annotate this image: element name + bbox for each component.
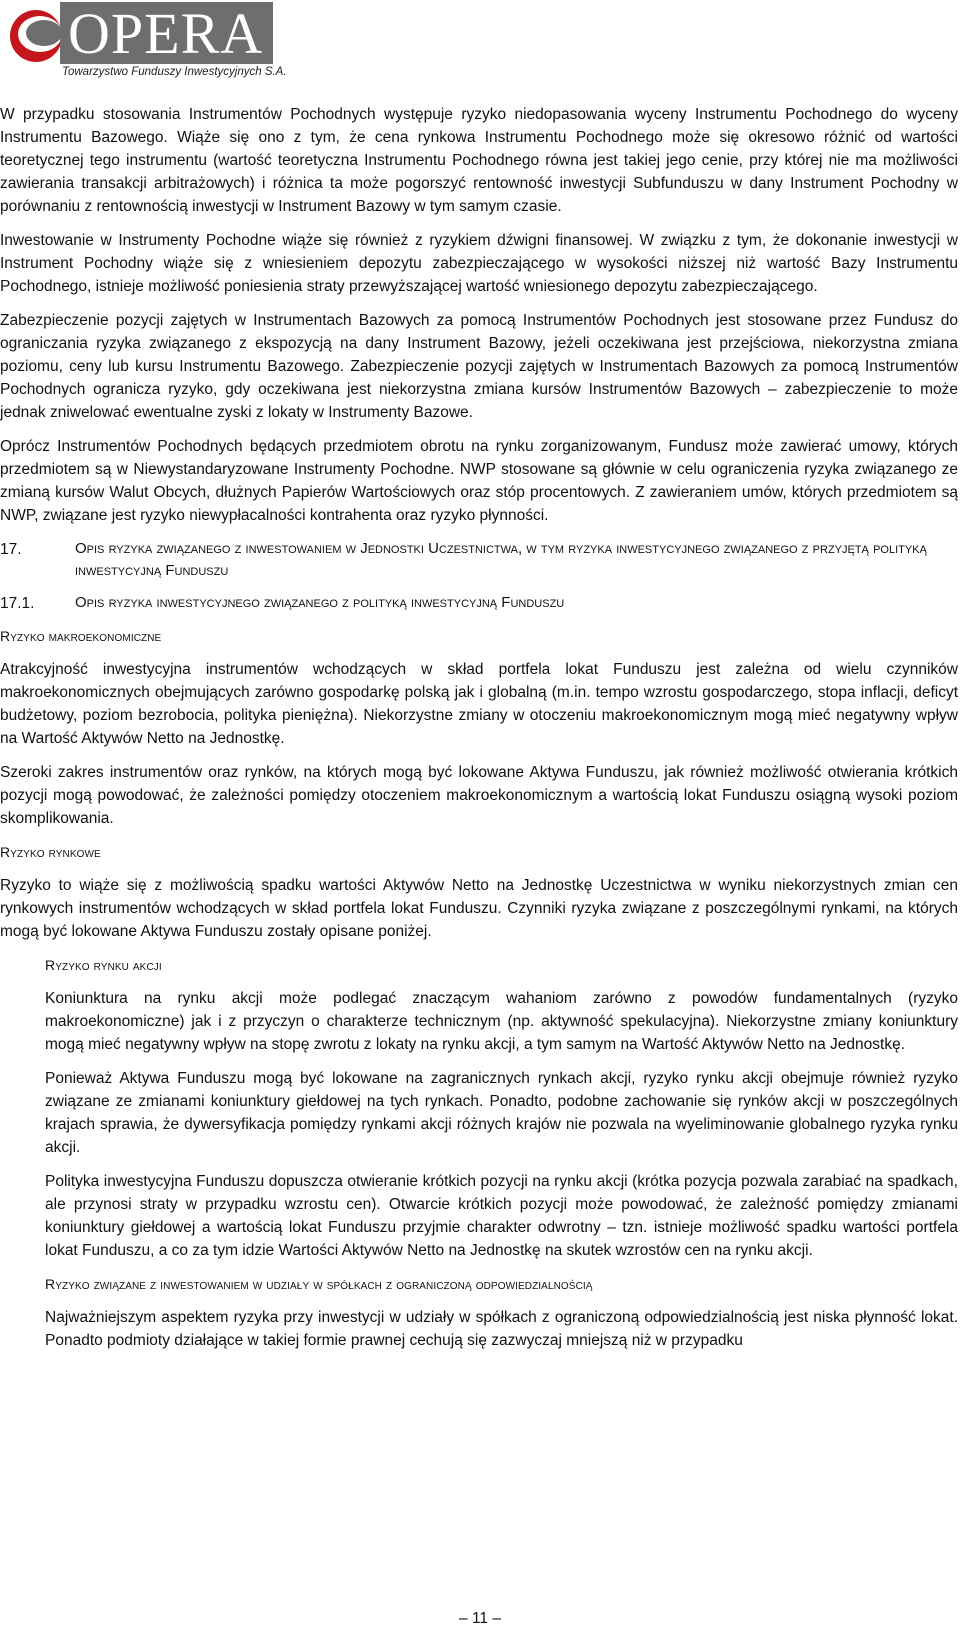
subheading-makro: Ryzyko makroekonomiczne [0,628,162,644]
paragraph: Ryzyko to wiąże się z możliwością spadku wartości Aktywów Netto na Jednostkę Uczestnictwa w wyniku niekorzystnych zmian cen rynkowych instrumentów wchodzących w skład portfela lokat Funduszu. Czynniki ryzyka związane z poszczególnymi rynkami, na których mogą być lokowane Aktywa Funduszu zostały opisane poniżej. [0,877,958,940]
subheading-rynkowe: Ryzyko rynkowe [0,844,101,860]
paragraph: Koniunktura na rynku akcji może podlegać znaczącym wahaniom zarówno z powodów fundamentalnych (ryzyko makroekonomiczne) jak i z przyczyn o charakterze technicznym (np. aktywność spekulacyjna). Niekorzystne zmiany koniunktury mogą mieć negatywny wpływ na stopę zwrotu z lokaty na rynku akcji, a tym samym na Wartość Aktywów Netto na Jednostkę. [45,990,958,1053]
paragraph: Szeroki zakres instrumentów oraz rynków, na których mogą być lokowane Aktywa Funduszu, jak również możliwość otwierania krótkich pozycji mogą powodować, że zależności pomiędzy otoczeniem makroekonomicznym a wartością lokat Funduszu osiągną wysoki poziom skomplikowania. [0,764,958,827]
logo-tagline: Towarzystwo Funduszy Inwestycyjnych S.A. [62,66,287,78]
paragraph: Inwestowanie w Instrumenty Pochodne wiąże się również z ryzykiem dźwigni finansowej. W związku z tym, że dokonanie inwestycji w Instrument Pochodny wiąże się z wniesieniem depozytu zabezpieczającego w wysokości niższej niż wartość Bazy Instrumentu Pochodnego, istnieje możliwość poniesienia straty przewyższającej wartość wniesionego depozytu zabezpieczającego. [0,232,958,295]
subheading-akcji: Ryzyko rynku akcji [45,957,162,973]
section-title: Opis ryzyka inwestycyjnego związanego z polityką inwestycyjną Funduszu [75,594,565,611]
paragraph: Atrakcyjność inwestycyjna instrumentów wchodzących w skład portfela lokat Funduszu jest zależna od wielu czynników makroekonomicznych obejmujących zarówno gospodarkę polską jak i globalną (m.in. tempo wzrostu gospodarczego, stopa inflacji, deficyt budżetowy, poziom bezrobocia, polityka pieniężna). Niekorzystne zmiany w otoczeniu makroekonomicznym mogą mieć negatywny wpływ na Wartość Aktywów Netto na Jednostkę. [0,661,958,747]
logo-wordmark: OPERA [60,2,273,64]
logo-swoosh-icon [6,6,66,66]
document-body [0,103,958,1363]
section-number: 17.1. [0,595,35,612]
section-heading-17-1 [0,592,958,615]
section-heading-17 [0,538,958,582]
page-number: – 11 – [459,1610,501,1627]
paragraph: Najważniejszym aspektem ryzyka przy inwestycji w udziały w spółkach z ograniczoną odpowiedzialnością jest niska płynność lokat. Ponadto podmioty działające w takiej formie prawnej cechują się zazwyczaj mniejszą niż w przypadku [45,1309,958,1349]
paragraph: Ponieważ Aktywa Funduszu mogą być lokowane na zagranicznych rynkach akcji, ryzyko rynku akcji obejmuje również ryzyko związane ze zmianami koniunktury giełdowej na tych rynkach. Ponadto, podobne zachowanie się rynków akcji w poszczególnych krajach sprawia, że dywersyfikacja pomiędzy rynkami akcji różnych krajów nie pozwala na wyeliminowanie globalnego ryzyka rynku akcji. [45,1070,958,1156]
section-title: Opis ryzyka związanego z inwestowaniem w Jednostki Uczestnictwa, w tym ryzyka inwestycyjnego związanego z przyjętą polityką inwestycyjną Funduszu [75,540,927,579]
paragraph: Polityka inwestycyjna Funduszu dopuszcza otwieranie krótkich pozycji na rynku akcji (krótka pozycja pozwala zarabiać na spadkach, ale przynosi straty w przypadku wzrostu cen). Otwarcie krótkich pozycji może powodować, że zależność pomiędzy zmianami koniunktury giełdowej a wartością lokat Funduszu przyjmie charakter odwrotny – tzn. istnieje możliwość spadku wartości portfela lokat Funduszu, a co za tym idzie Wartości Aktywów Netto na Jednostkę na skutek wzrostów cen na rynku akcji. [45,1173,958,1259]
subheading-udzialy: Ryzyko związane z inwestowaniem w udziały w spółkach z ograniczoną odpowiedzialnością [45,1276,593,1292]
opera-logo [6,1,306,78]
paragraph: Zabezpieczenie pozycji zajętych w Instrumentach Bazowych za pomocą Instrumentów Pochodnych jest stosowane przez Fundusz do ograniczania ryzyka związanego z ekspozycją na dany Instrument Bazowy, jeżeli oczekiwana jest przejściowa, niekorzystna zmiana poziomu, ceny lub kursu Instrumentu Bazowego. Zabezpieczenie pozycji zajętych w Instrumentach Bazowych za pomocą Instrumentów Pochodnych ogranicza ryzyko, gdy oczekiwana jest niekorzystna zmiana kursów Instrumentów Bazowych – zabezpieczenie to może jednak zniwelować ewentualne zyski z lokaty w Instrumenty Bazowe. [0,312,958,421]
section-number: 17. [0,541,22,558]
paragraph: W przypadku stosowania Instrumentów Pochodnych występuje ryzyko niedopasowania wyceny Instrumentu Pochodnego do wyceny Instrumentu Bazowego. Wiąże się ono z tym, że cena rynkowa Instrumentu Pochodnego może się okresowo różnić od wartości teoretycznej tego instrumentu (wartość teoretyczna Instrumentu Pochodnego równa jest takiej jego cenie, przy której nie ma możliwości zawierania transakcji arbitrażowych) i różnica ta może pogorszyć rentowność inwestycji Subfunduszu w dany Instrument Pochodny w porównaniu z rentownością inwestycji w Instrument Bazowy w tym samym czasie. [0,106,958,215]
paragraph: Oprócz Instrumentów Pochodnych będących przedmiotem obrotu na rynku zorganizowanym, Fundusz może zawierać umowy, których przedmiotem są w Niewystandaryzowane Instrumenty Pochodne. NWP stosowane są głównie w celu ograniczenia ryzyka związanego ze zmianą kursów Walut Obcych, dłużnych Papierów Wartościowych oraz stóp procentowych. Z zawieraniem umów, których przedmiotem są NWP, związane jest ryzyko niewypłacalności kontrahenta oraz ryzyko płynności. [0,438,958,524]
